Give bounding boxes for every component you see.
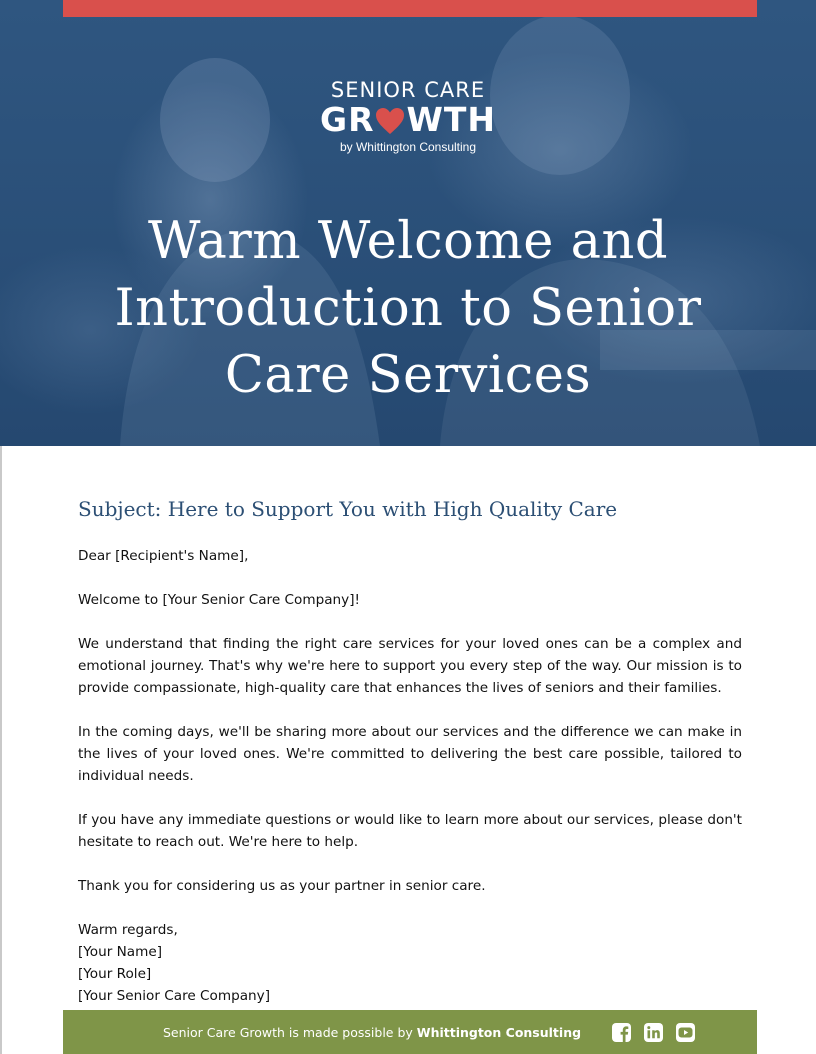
logo-byline: by Whittington Consulting xyxy=(339,140,477,154)
letter-subject: Subject: Here to Support You with High Quality Care xyxy=(78,497,618,521)
letter-thanks: Thank you for considering us as your partner in senior care. xyxy=(78,878,486,894)
senior-care-growth-logo xyxy=(0,78,816,155)
letter-paragraph-1: We understand that finding the right care services for your loved ones can be a complex and emotional journey. That's why we're here to support you every step of the way. Our mission is to provide compassionate, high-quality care that enhances the lives of seniors and their families. xyxy=(78,636,742,696)
logo-line-senior-care: SENIOR CARE xyxy=(330,78,486,102)
letter-greeting: Dear [Recipient's Name], xyxy=(78,548,249,564)
logo-growth-end: WTH xyxy=(406,100,497,139)
hero-banner xyxy=(0,0,816,446)
signature-company: [Your Senior Care Company] xyxy=(78,988,271,1004)
youtube-icon[interactable] xyxy=(675,1022,696,1043)
signature-closing: Warm regards, xyxy=(78,922,178,938)
letter-paragraph-3: If you have any immediate questions or would like to learn more about our services, please don't hesitate to reach out. We're here to help. xyxy=(78,812,742,850)
hero-title: Warm Welcome and Introduction to Senior Care Services xyxy=(114,212,702,405)
top-accent-bar xyxy=(63,0,757,17)
footer-credit-text: Senior Care Growth is made possible by xyxy=(163,1024,413,1040)
linkedin-icon[interactable] xyxy=(643,1022,664,1043)
letter-signature xyxy=(78,919,742,1007)
letter-paragraph-2: In the coming days, we'll be sharing more about our services and the difference we can make in the lives of your loved ones. We're committed to delivering the best care possible, tailored to individual needs. xyxy=(78,724,742,784)
letter-content xyxy=(78,492,742,1007)
social-links xyxy=(611,1022,696,1043)
footer-bar xyxy=(63,1010,757,1054)
letter-welcome: Welcome to [Your Senior Care Company]! xyxy=(78,592,360,608)
footer-brand-link[interactable]: Whittington Consulting xyxy=(416,1024,582,1040)
signature-name: [Your Name] xyxy=(78,944,163,960)
letter-body xyxy=(78,545,742,1007)
facebook-icon[interactable] xyxy=(611,1022,632,1043)
heart-icon xyxy=(375,106,405,134)
signature-role: [Your Role] xyxy=(78,966,152,982)
logo-line-growth xyxy=(0,102,816,138)
footer-credit xyxy=(163,1025,581,1040)
logo-growth-start: GR xyxy=(319,100,375,139)
